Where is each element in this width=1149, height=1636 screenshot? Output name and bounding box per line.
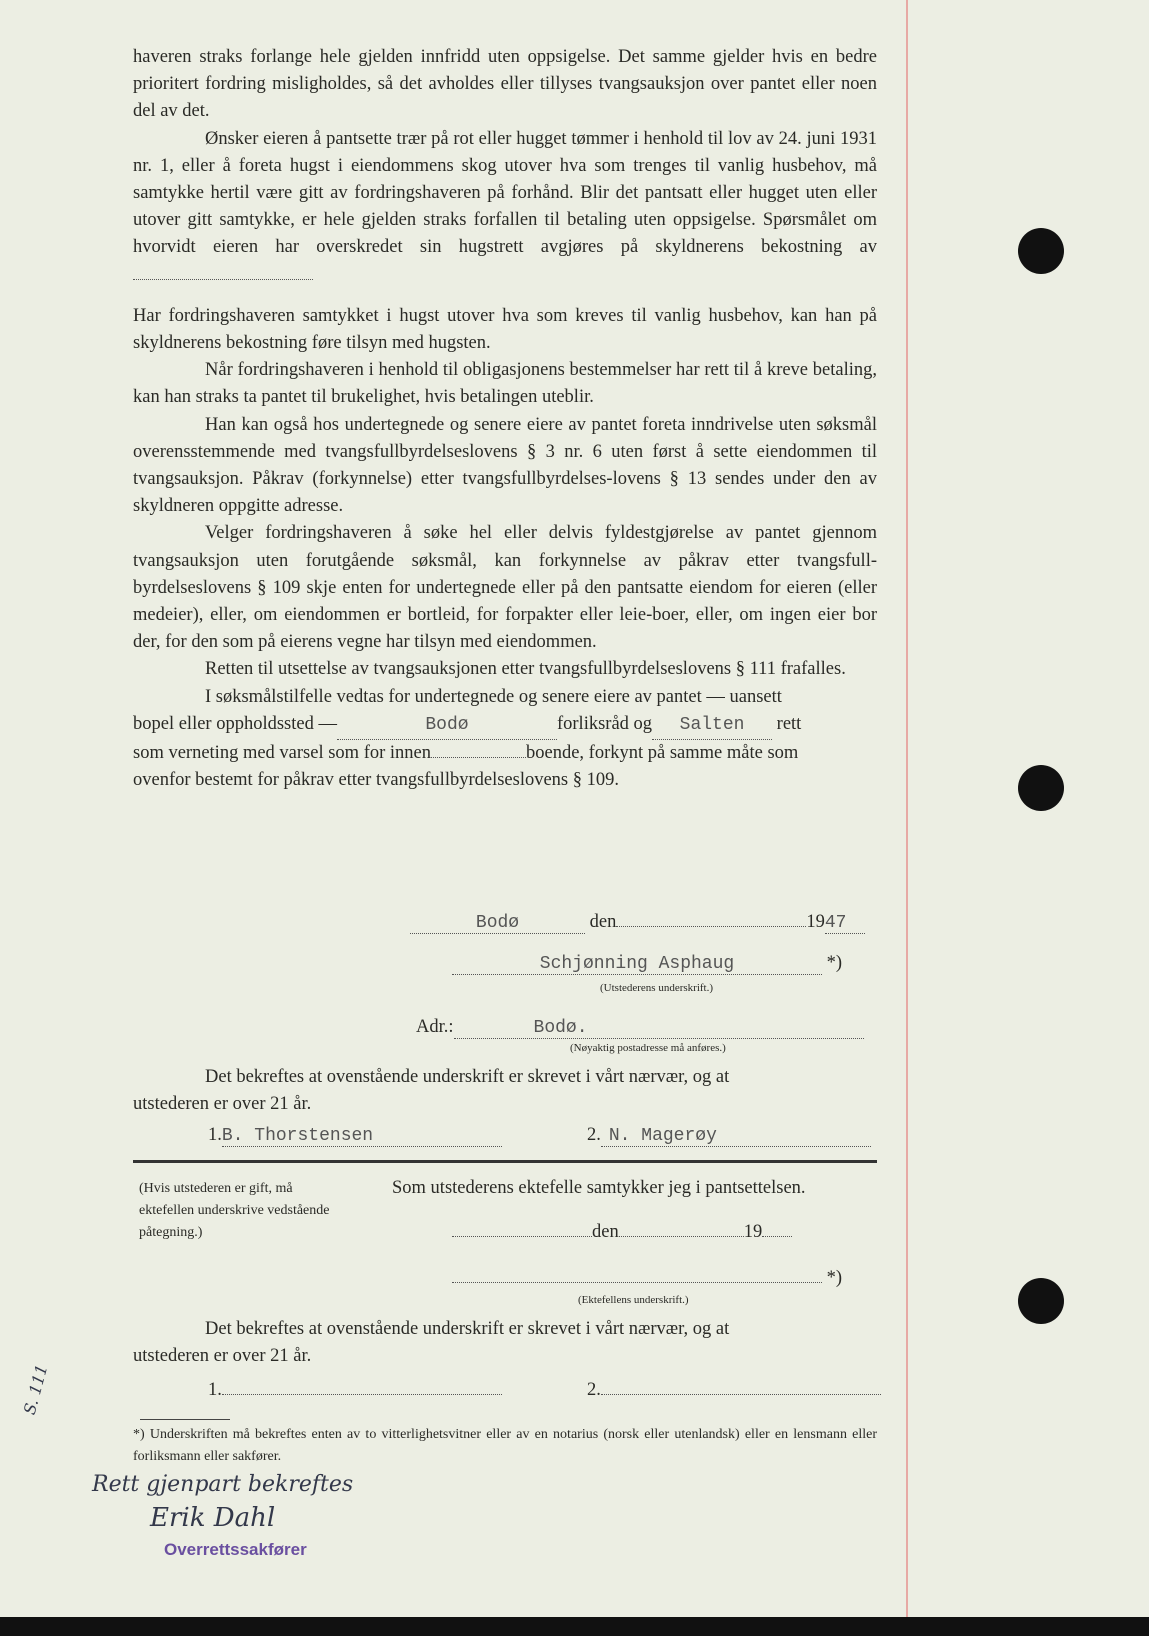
address-caption: (Nøyaktig postadresse må anføres.) <box>570 1042 726 1054</box>
margin-note: S. 111 <box>19 1362 52 1417</box>
stamp: Overrettssakfører <box>164 1540 307 1559</box>
margin-line <box>906 0 908 1636</box>
confirmation-2: Det bekreftes at ovenstående underskrift er skrevet i vårt nærvær, og at utstederen er over 21 år. <box>133 1319 730 1367</box>
paragraph: Han kan også hos undertegnede og senere eiere av pantet foreta inndrivelse uten søksmål overensstemmende med tvangsfullbyrdelseslovens § 3 nr. 6 uten først å sette eiendommen til tvangsauksjon. Påkrav (forkynnelse) etter tvangsfullbyrdelses-lovens § 13 sendes under den av skyldneren oppgitte adresse. <box>133 414 877 517</box>
forliksrad-value: Bodø <box>425 714 469 735</box>
issuer-caption: (Utstederens underskrift.) <box>600 982 714 994</box>
paragraph: Ønsker eieren å pantsette trær på rot eller hugget tømmer i henhold til lov av 24. juni 1931 nr. 1, eller å foreta hugst i eiendommens skog utover hva som trenges til vanlig husbehov, må samtykke hertil være gitt av fordringshaveren på forhånd. Blir det pantsatt eller hugget uten eller utover gitt samtykke, er hele gjelden straks forfallen til betaling uten oppsigelse. Spørsmålet om hvorvidt eieren har overskredet sin hugstrett avgjøres på skyldnerens bekostning av <box>133 126 877 289</box>
address-line: Adr.: Bodø. <box>416 1017 864 1039</box>
paragraph: I søksmålstilfelle vedtas for undertegnede og senere eiere av pantet — uansett <box>205 686 782 707</box>
venue-line: ovenfor bestemt for påkrav etter tvangsfullbyrdelseslovens § 109. <box>133 770 620 791</box>
venue-line: som verneting med varsel som for innen boende, forkynt på samme måte som <box>133 743 799 764</box>
handwritten-certification: Rett gjenpart bekreftes <box>92 1472 354 1497</box>
paragraph: Har fordringshaveren samtykket i hugst utover hva som kreves til vanlig husbehov, kan han på skyldnerens bekostning føre tilsyn med hugsten. <box>133 305 877 354</box>
issuer-signature-line: Schjønning Asphaug *) <box>452 953 842 975</box>
paragraph: Velger fordringshaveren å søke hel eller delvis fyldestgjørelse av pantet gjennom tvangsauksjon uten forutgående søksmål, kan forkynnelse av påkrav etter tvangsfull-byrdelseslovens § 109 skje enten for undertegnede eller på den pantsatte eiendom for eieren (eller medeier), eller, om eiendommen er bortleid, for forpakter eller leie-boer, eller, om ingen eier bor der, for den som på eierens vegne har tilsyn med eiendommen. <box>133 523 877 653</box>
paragraph: haveren straks forlange hele gjelden innfridd uten oppsigelse. Det samme gjelder hvis en bedre prioritert fordring misligholdes, så det avholdes eller tillyses tvangsauksjon over pantet eller noen del av det. <box>133 47 877 122</box>
divider <box>133 1160 877 1163</box>
scan-border <box>0 1617 1149 1636</box>
witness-line-2: 2. N. Magerøy <box>587 1125 871 1147</box>
witness-line-1: 1. <box>208 1380 502 1401</box>
confirmation-1: Det bekreftes at ovenstående underskrift er skrevet i vårt nærvær, og at utstederen er over 21 år. <box>133 1067 730 1115</box>
footnote: *) Underskriften må bekreftes enten av to vitterlighetsvitner eller av en notarius (norsk eller utenlandsk) eller en lensmann eller forliksmann eller sakfører. <box>133 1427 877 1464</box>
date-line: Bodø den 1947 <box>410 912 865 934</box>
rett-value: Salten <box>679 714 745 735</box>
venue-line: bopel eller oppholdssted — Bodø forliksråd og Salten rett <box>133 711 877 740</box>
handwritten-signature: Erik Dahl <box>150 1503 276 1533</box>
main-text <box>133 44 877 794</box>
paragraph: Retten til utsettelse av tvangsauksjonen etter tvangsfullbyrdelseslovens § 111 frafalles. <box>205 659 846 680</box>
spouse-signature-line: *) <box>452 1268 842 1289</box>
punch-hole <box>1018 1278 1064 1324</box>
spouse-consent: Som utstederens ektefelle samtykker jeg i pantsettelsen. <box>392 1178 806 1198</box>
spouse-note: (Hvis utstederen er gift, må ektefellen underskrive vedstående påtegning.) <box>139 1181 330 1240</box>
witness-line-2: 2. <box>587 1380 881 1401</box>
punch-hole <box>1018 765 1064 811</box>
paragraph: Når fordringshaveren i henhold til obligasjonens bestemmelser har rett til å kreve betaling, kan han straks ta pantet til brukelighet, hvis betalingen uteblir. <box>133 360 877 408</box>
footnote-rule <box>140 1419 230 1420</box>
spouse-caption: (Ektefellens underskrift.) <box>578 1294 689 1306</box>
spouse-date-line: den 19 <box>452 1222 792 1243</box>
witness-line-1: 1.B. Thorstensen <box>208 1125 502 1147</box>
punch-hole <box>1018 228 1064 274</box>
